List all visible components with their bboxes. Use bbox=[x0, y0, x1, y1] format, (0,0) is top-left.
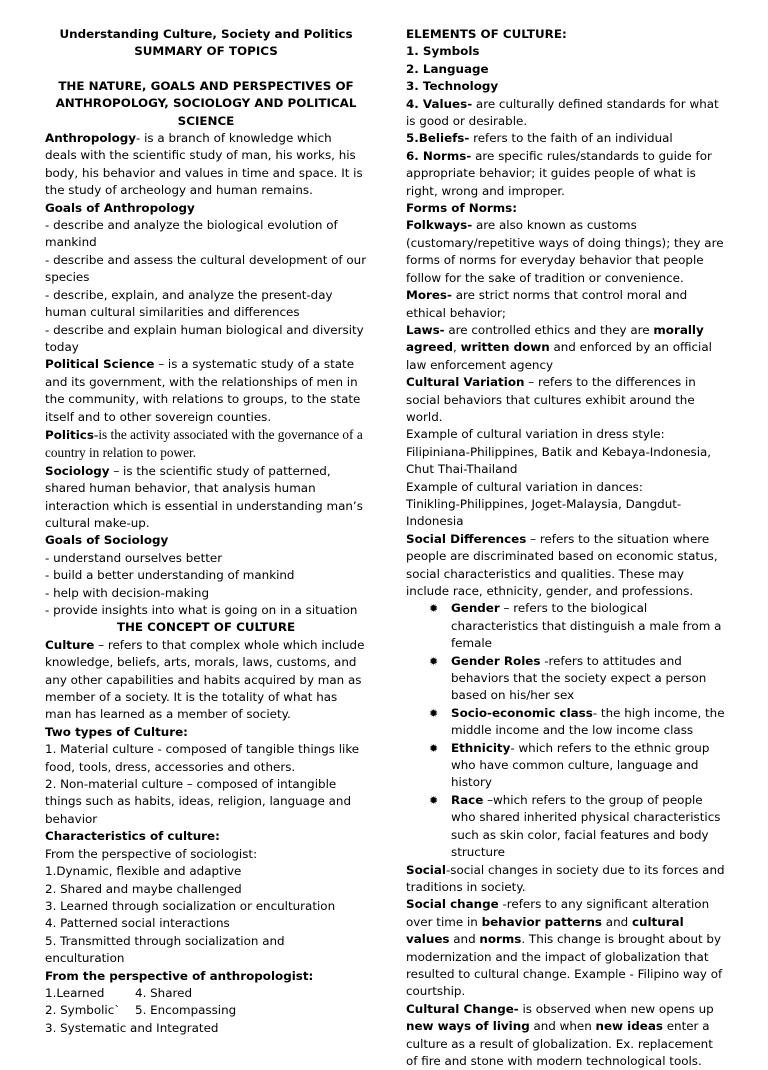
anthropologist-row bbox=[45, 985, 367, 1002]
laws-paragraph: Laws- are controlled ethics and they are morally agreed, written down and enforced by an official law enforcement agency bbox=[406, 322, 712, 372]
sociologist-item: 1.Dynamic, flexible and adaptive bbox=[45, 864, 242, 879]
anthropology-goal: - describe and assess the cultural development of our species bbox=[45, 252, 367, 285]
star-bullet-icon: ✹ bbox=[429, 602, 439, 616]
differences-list bbox=[406, 600, 726, 861]
section-heading-line2: ANTHROPOLOGY, SOCIOLOGY AND POLITICAL SCIENCE bbox=[55, 96, 357, 128]
dance-examples: Tinikling-Philippines, Joget-Malaysia, Dangdut-Indonesia bbox=[406, 496, 682, 529]
star-bullet-icon: ✹ bbox=[429, 706, 439, 720]
culture-type: 2. Non-material culture – composed of intangible things such as habits, ideas, religion, language and behavior bbox=[45, 777, 351, 826]
dress-examples: Filipiniana-Philippines, Batik and Kebaya-Indonesia, Chut Thai-Thailand bbox=[406, 444, 712, 477]
sociologist-item: 2. Shared and maybe challenged bbox=[45, 881, 242, 896]
culture-types-heading: Two types of Culture: bbox=[45, 724, 188, 739]
concept-heading: THE CONCEPT OF CULTURE bbox=[116, 620, 296, 635]
anthropologist-row bbox=[45, 1002, 367, 1019]
document-subtitle: SUMMARY OF TOPICS bbox=[134, 44, 278, 59]
list-item: ✹ Gender Roles -refers to attitudes and behaviors that the society expect a person based on his/her sex bbox=[429, 653, 707, 703]
star-bullet-icon: ✹ bbox=[429, 654, 439, 668]
sociology-paragraph bbox=[45, 463, 367, 533]
politics-paragraph bbox=[45, 426, 367, 463]
cultural-change-paragraph: Cultural Change- is observed when new opens up new ways of living and when new ideas enter a culture as a result of globalization. Ex. replacement of fire and stone with modern technological tools. bbox=[406, 1001, 714, 1068]
anthropology-definition: - is a branch of knowledge which deals with the scientific study of man, his works, his body, his behavior and values in time and space. It is the study of archeology and human remains. bbox=[45, 131, 363, 198]
anthropologist-item: 1.Learned bbox=[45, 985, 105, 1000]
dress-intro: Example of cultural variation in dress style: bbox=[406, 427, 665, 442]
sociology-goals-heading: Goals of Sociology bbox=[45, 533, 169, 548]
dance-intro: Example of cultural variation in dances: bbox=[406, 479, 643, 494]
list-item: ✹ Race –which refers to the group of people who shared inherited physical characteristics such as skin color, facial features and body structure bbox=[429, 792, 721, 860]
anthropologist-item: 2. Symbolic` bbox=[45, 1003, 121, 1018]
sociologist-item: 3. Learned through socialization or enculturation bbox=[45, 898, 336, 913]
anthropology-goal: - describe and analyze the biological evolution of mankind bbox=[45, 218, 338, 250]
culture-definition: – refers to that complex whole which include knowledge, beliefs, arts, morals, laws, customs, and any other capabilities and habits acquired by man as member of a society. It is the totality of what has man has learned as a member of society. bbox=[45, 637, 365, 722]
sociologist-item: 4. Patterned social interactions bbox=[45, 916, 230, 931]
political-science-paragraph bbox=[45, 356, 367, 426]
social-change-paragraph: Social change -refers to any significant alteration over time in behavior patterns and cultural values and norms. This change is brought about by modernization and the impact of globalization that resulted to cultural change. Example - Filipino way of courtship. bbox=[406, 897, 723, 999]
forms-heading: Forms of Norms: bbox=[406, 201, 517, 216]
sociology-goal: - help with decision-making bbox=[45, 585, 210, 600]
variation-paragraph: Cultural Variation – refers to the differences in social behaviors that cultures exhibit around the world. bbox=[406, 375, 696, 424]
sociologist-item: 5. Transmitted through socialization and enculturation bbox=[45, 933, 285, 966]
list-item: ✹ Socio-economic class- the high income, the middle income and the low income class bbox=[429, 705, 725, 738]
anthropology-goal: - describe and explain human biological and diversity today bbox=[45, 322, 364, 354]
sociologist-perspective: From the perspective of sociologist: bbox=[45, 846, 258, 861]
sociology-definition: – is the scientific study of patterned, shared human behavior, that analysis human interaction which is essential in understanding man’s cultural make-up. bbox=[45, 463, 363, 530]
element-item: 1. Symbols bbox=[406, 44, 480, 59]
beliefs-paragraph: 5.Beliefs- refers to the faith of an individual bbox=[406, 131, 673, 146]
characteristics-heading: Characteristics of culture: bbox=[45, 829, 220, 844]
social-paragraph: Social-social changes in society due to its forces and traditions in society. bbox=[406, 862, 725, 894]
differences-paragraph: Social Differences – refers to the situation where people are discriminated based on economic status, social characteristics and qualities. These may include race, ethnicity, gender, and professions. bbox=[406, 531, 718, 598]
element-item: 2. Language bbox=[406, 61, 489, 76]
right-column bbox=[406, 26, 726, 1070]
values-paragraph: 4. Values- are culturally defined standards for what is good or desirable. bbox=[406, 96, 719, 129]
political-science-term: Political Science bbox=[45, 357, 155, 372]
anthropologist-row bbox=[45, 1020, 367, 1037]
left-column bbox=[45, 26, 367, 1037]
folkways-paragraph: Folkways- are also known as customs (customary/repetitive ways of doing things); they are forms of norms for everyday behavior that people follow for the sake of tradition or convenience. bbox=[406, 218, 724, 285]
anthropologist-item: 5. Encompassing bbox=[135, 1003, 237, 1018]
politics-definition: -is the activity associated with the governance of a country in relation to power. bbox=[45, 426, 363, 461]
anthropologist-perspective: From the perspective of anthropologist: bbox=[45, 968, 314, 983]
list-item: ✹ Gender – refers to the biological characteristics that distinguish a male from a female bbox=[429, 601, 722, 651]
anthropologist-item: 3. Systematic and Integrated bbox=[45, 1020, 219, 1035]
element-item: 3. Technology bbox=[406, 79, 499, 94]
elements-heading: ELEMENTS OF CULTURE: bbox=[406, 27, 567, 41]
norms-paragraph: 6. Norms- are specific rules/standards to guide for appropriate behavior; it guides people of what is right, wrong and improper. bbox=[406, 148, 712, 198]
anthropology-paragraph bbox=[45, 130, 367, 200]
sociology-goal: - understand ourselves better bbox=[45, 550, 223, 565]
star-bullet-icon: ✹ bbox=[429, 793, 439, 807]
sociology-term: Sociology bbox=[45, 463, 110, 478]
political-science-definition: – is a systematic study of a state and its government, with the relationships of men in the community, with relations to groups, to the state itself and to other sovereign counties. bbox=[45, 357, 361, 424]
anthropology-goal: - describe, explain, and analyze the present-day human cultural similarities and differences bbox=[45, 287, 333, 320]
politics-term: Politics bbox=[45, 427, 94, 442]
culture-term: Culture bbox=[45, 637, 95, 652]
anthropology-goals-heading: Goals of Anthropology bbox=[45, 200, 195, 215]
star-bullet-icon: ✹ bbox=[429, 741, 439, 755]
sociology-goal: - provide insights into what is going on in a situation bbox=[45, 603, 358, 617]
mores-paragraph: Mores- are strict norms that control moral and ethical behavior; bbox=[406, 288, 688, 320]
culture-paragraph bbox=[45, 637, 367, 724]
list-item: ✹ Ethnicity- which refers to the ethnic group who have common culture, language and history bbox=[429, 740, 710, 790]
sociology-goal: - build a better understanding of mankind bbox=[45, 568, 295, 583]
anthropology-term: Anthropology bbox=[45, 131, 137, 146]
document-title: Understanding Culture, Society and Politics bbox=[59, 27, 353, 41]
section-heading-line1: THE NATURE, GOALS AND PERSPECTIVES OF bbox=[58, 78, 354, 93]
culture-type: 1. Material culture - composed of tangible things like food, tools, dress, accessories and others. bbox=[45, 742, 360, 774]
anthropologist-item: 4. Shared bbox=[135, 985, 192, 1000]
